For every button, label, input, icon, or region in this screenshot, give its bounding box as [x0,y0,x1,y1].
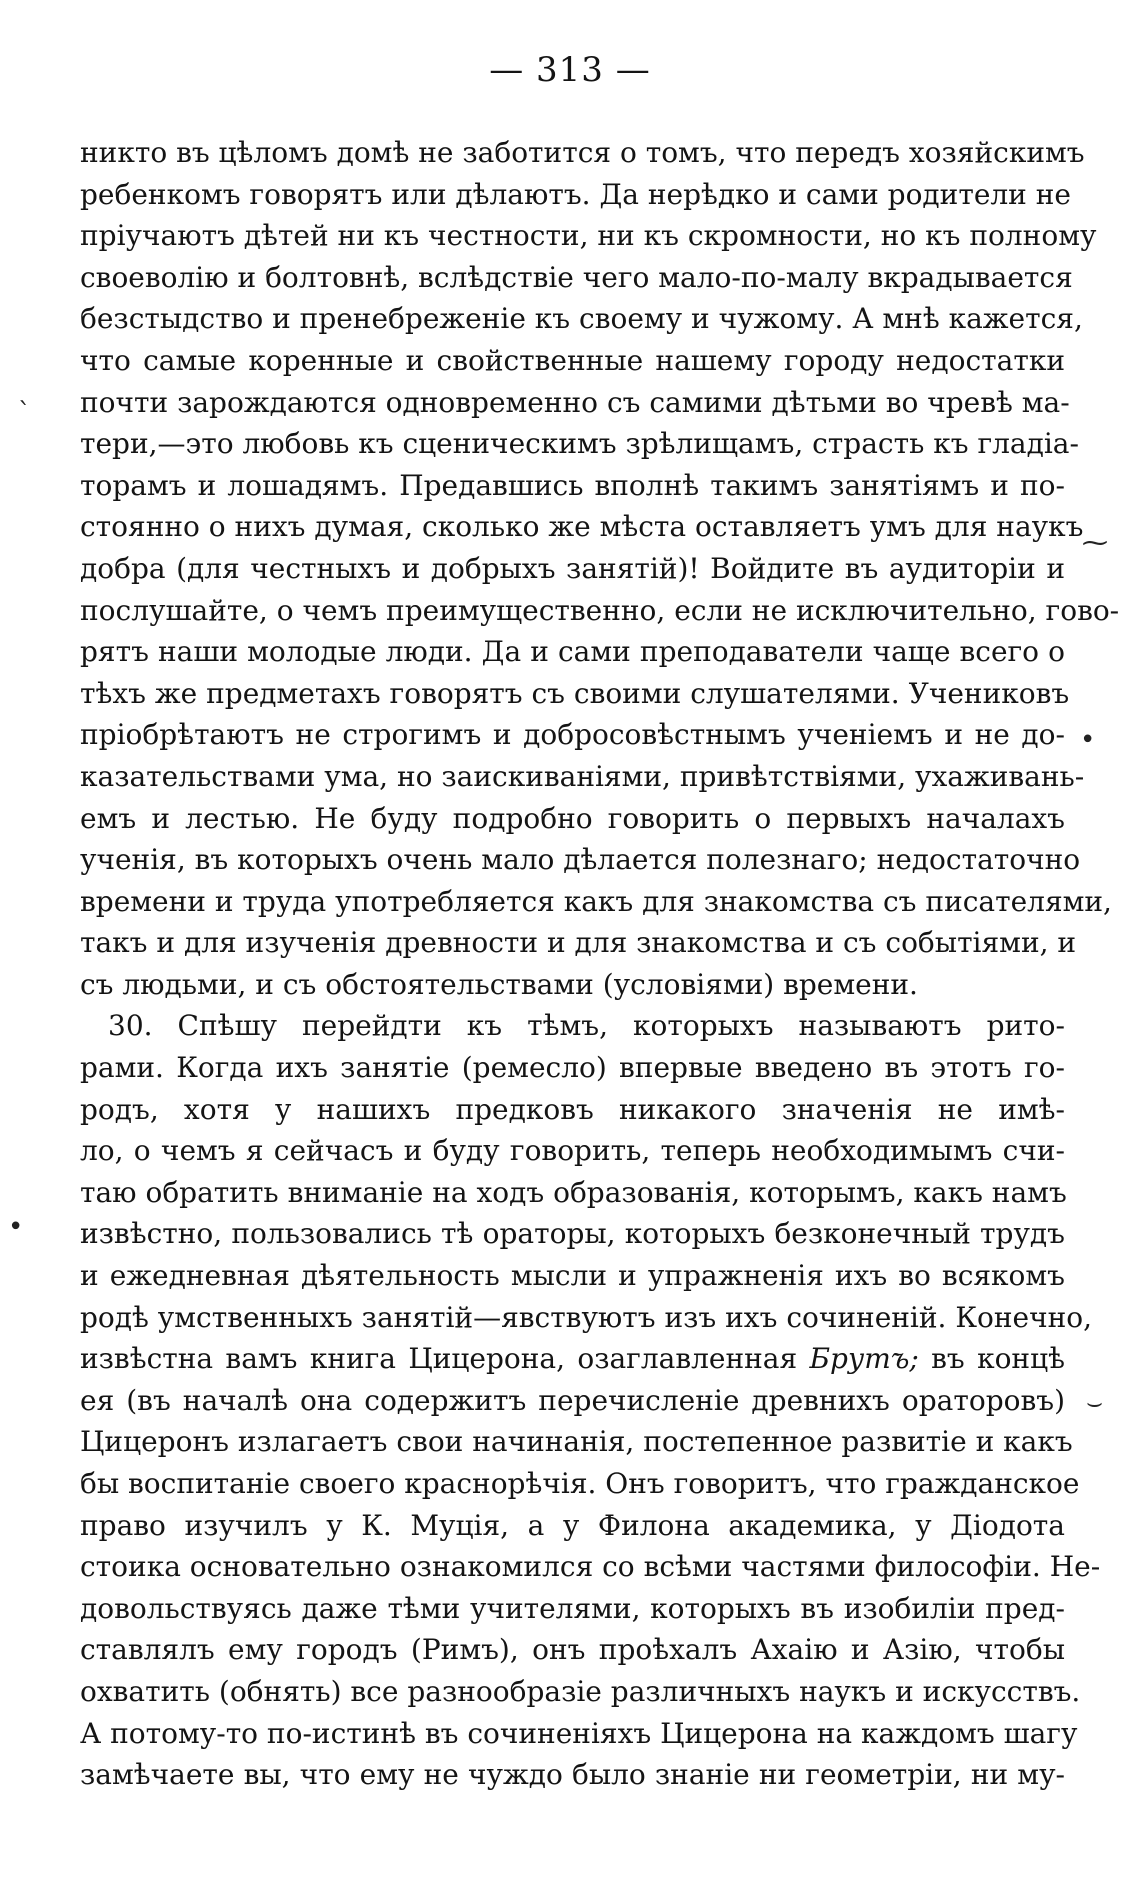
line-text: безстыдство и пренебреженіе къ своему и чужому. А мнѣ кажется, [80,302,1083,336]
text-line [80,423,1079,465]
line-text: рятъ наши молодые люди. Да и сами преподаватели чаще всего о [80,635,1065,669]
text-line [80,506,1084,548]
text-line [80,590,1120,632]
margin-mark: ⁓ [1082,528,1108,558]
line-text: бы воспитаніе своего краснорѣчія. Онъ говоритъ, что гражданское [80,1467,1080,1500]
text-line [80,631,1065,673]
line-text: съ людьми, и съ обстоятельствами (условіями) времени. [80,967,918,1001]
text-line [80,1005,1065,1047]
line-text: такъ и для изученія древности и для знакомства и съ событіями, и [80,926,1077,960]
text-line [80,1338,1065,1380]
text-line [80,756,1085,798]
page-number: — 313 — [489,50,651,90]
text-line [80,1130,1065,1172]
line-text: извѣстно, пользовались тѣ ораторы, которыхъ безконечный трудъ [80,1217,1065,1251]
text-line [80,1588,1065,1630]
text-line [80,215,1097,257]
line-text: торамъ и лошадямъ. Предавшись вполнѣ такимъ занятіямъ и по- [80,468,1065,502]
text-line [80,881,1112,923]
text-line [80,1089,1065,1131]
text-line [80,1255,1065,1297]
text-line [80,798,1065,840]
line-text: родъ, хотя у нашихъ предковъ никакого значенія не имѣ- [80,1092,1065,1126]
line-text: послушайте, о чемъ преимущественно, если не исключительно, гово- [80,593,1120,627]
line-text: замѣчаете вы, что ему не чуждо было знаніе ни геометріи, ни му- [80,1758,1065,1792]
text-line [80,340,1065,382]
line-text: и ежедневная дѣятельность мысли и упражненія ихъ во всякомъ [80,1259,1065,1293]
text-line [80,132,1085,174]
text-line [80,1713,1078,1755]
text-line [80,257,1073,299]
line-text: времени и труда употребляется какъ для знакомства съ писателями, [80,884,1112,918]
text-line [80,1505,1065,1547]
line-text: А потому-то по-истинѣ въ сочиненіяхъ Цицерона на каждомъ шагу [80,1716,1078,1750]
line-text: своеволію и болтовнѣ, вслѣдствіе чего мало-по-малу вкрадывается [80,260,1073,294]
line-text: добра (для честныхъ и добрыхъ занятій)! Войдите въ аудиторіи и [80,551,1065,585]
text-line [80,1463,1080,1505]
line-text: почти зарождаются одновременно съ самими дѣтьми во чревѣ ма- [80,385,1070,419]
line-text: родѣ умственныхъ занятій—явствуютъ изъ ихъ сочиненій. Конечно, [80,1300,1093,1334]
line-text: 30. Спѣшу перейдти къ тѣмъ, которыхъ называютъ рито- [108,1009,1065,1043]
margin-mark: • [8,1212,24,1242]
line-text: ло, о чемъ я сейчасъ и буду говорить, теперь необходимымъ счи- [80,1134,1065,1168]
text-line [80,1421,1073,1463]
margin-mark: ˋ [18,398,31,428]
text-line [80,1629,1065,1671]
line-text: ея (въ началѣ она содержитъ перечисленіе древнихъ ораторовъ) [80,1383,1065,1417]
line-text: пріучаютъ дѣтей ни къ честности, ни къ скромности, но къ полному [80,219,1097,253]
line-text: извѣстна вамъ книга Цицерона, озаглавленная [80,1342,798,1376]
line-text: право изучилъ у К. Муція, а у Филона академика, у Діодота [80,1508,1065,1542]
text-line [80,548,1065,590]
line-text: казательствами ума, но заискиваніями, привѣтствіями, ухаживань- [80,759,1085,793]
text-line [80,465,1065,507]
book-title: Брутъ; [809,1342,919,1376]
margin-mark: ⌣ [1086,1388,1104,1418]
text-line [80,839,1081,881]
text-line [80,174,1071,216]
line-text: таю обратить вниманіе на ходъ образованія, которымъ, какъ намъ [80,1175,1067,1209]
text-line [80,1213,1065,1255]
line-text: тѣхъ же предметахъ говорятъ съ своими слушателями. Учениковъ [80,676,1070,710]
line-text: что самые коренные и свойственные нашему городу недостатки [80,343,1065,377]
margin-mark: • [1080,725,1096,755]
line-text: стоянно о нихъ думая, сколько же мѣста оставляетъ умъ для наукъ [80,510,1084,544]
line-text: рами. Когда ихъ занятіе (ремесло) впервые введено въ этотъ го- [80,1051,1065,1085]
line-text: никто въ цѣломъ домѣ не заботится о томъ, что передъ хозяйскимъ [80,136,1085,169]
line-text: стоика основательно ознакомился со всѣми частями философіи. Не- [80,1550,1101,1584]
text-line [80,1546,1101,1588]
text-line [80,1047,1065,1089]
line-text: пріобрѣтаютъ не строгимъ и добросовѣстнымъ ученіемъ и не до- [80,718,1065,752]
line-text: Цицеронъ излагаетъ свои начинанія, постепенное развитіе и какъ [80,1425,1073,1459]
text-line [80,714,1065,756]
line-text: охватить (обнять) все разнообразіе различныхъ наукъ и искусствъ. [80,1674,1081,1708]
line-text: довольствуясь даже тѣми учителями, которыхъ въ изобиліи пред- [80,1591,1065,1625]
text-line [80,1754,1065,1796]
text-line [80,964,1065,1006]
text-line [80,298,1083,340]
body-text [80,132,1120,1796]
text-line [80,1172,1065,1214]
line-text: тери,—это любовь къ сценическимъ зрѣлищамъ, страсть къ гладіа- [80,427,1079,461]
line-text-after: въ концѣ [918,1342,1065,1376]
text-line [80,673,1070,715]
text-line [80,1297,1093,1339]
text-line [80,1671,1081,1713]
line-text: емъ и лестью. Не буду подробно говорить о первыхъ началахъ [80,801,1065,835]
line-text: ребенкомъ говорятъ или дѣлаютъ. Да нерѣдко и сами родители не [80,177,1071,211]
line-text: ученія, въ которыхъ очень мало дѣлается полезнаго; недостаточно [80,843,1081,877]
line-text: ставлялъ ему городъ (Римъ), онъ проѣхалъ Ахаію и Азію, чтобы [80,1633,1065,1667]
text-line [80,382,1070,424]
text-line [80,922,1077,964]
text-line [80,1380,1065,1422]
